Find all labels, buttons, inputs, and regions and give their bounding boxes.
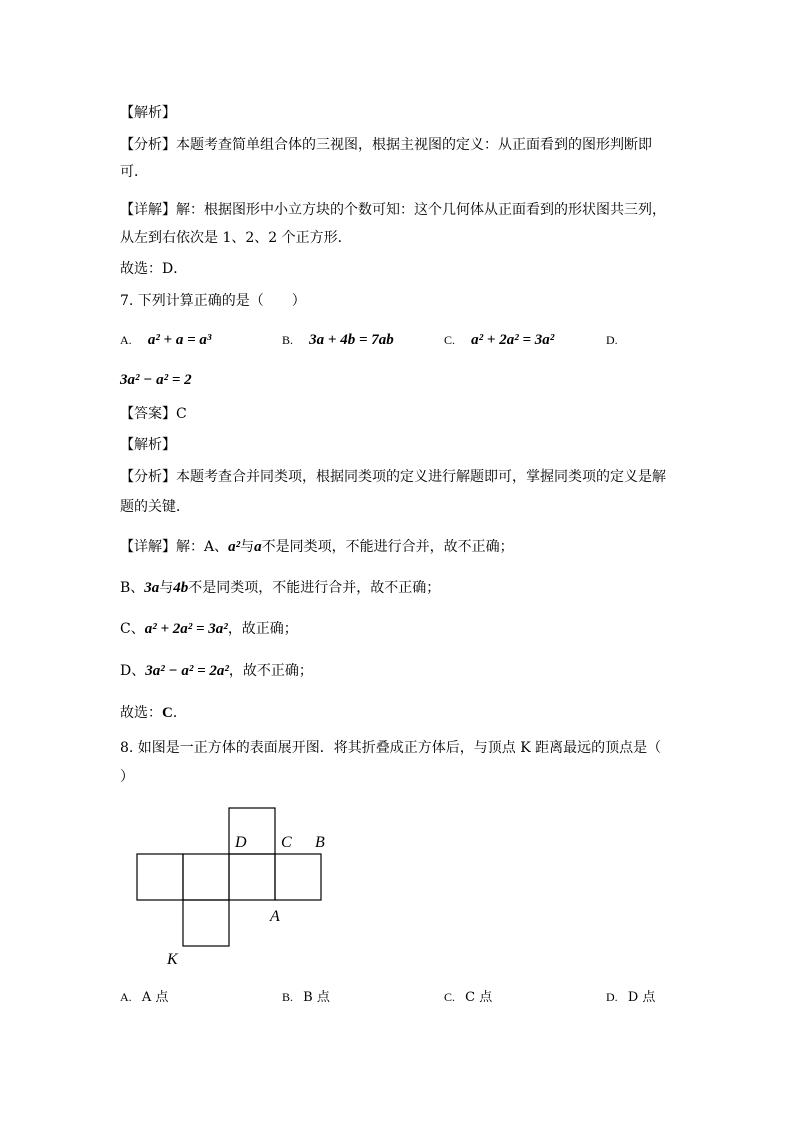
q7-xiangjie-b-suffix: 不是同类项，不能进行合并，故不正确； [188, 580, 441, 596]
q7-fenxi-line2: 题的关键． [120, 499, 190, 515]
q7-option-d-expr: 3a² − a² = 2 [120, 372, 192, 388]
q7-xiangjie-a [120, 537, 514, 557]
q8-option-b-text: B 点 [303, 990, 330, 1005]
q7-jiexi-heading: 【解析】 [120, 437, 176, 453]
q7-xiangjie-b-mid: 与 [159, 580, 174, 596]
q7-guxuan-prefix: 故选： [120, 705, 162, 721]
q6-xiangjie-line2: 从左到右依次是 1、2、2 个正方形． [120, 230, 352, 246]
q8-stem-line1: 8. 如图是一正方体的表面展开图．将其折叠成正方体后，与顶点 K 距离最远的顶点是（ [120, 740, 662, 756]
q7-option-a [120, 330, 211, 351]
q7-option-c [444, 330, 554, 351]
q6-fenxi-line2: 可． [120, 164, 148, 180]
net-square-4 [275, 854, 321, 900]
q7-xiangjie-b-expr2: 4b [173, 580, 189, 596]
q6-answer-choice: 故选：D． [120, 261, 188, 277]
q8-option-d [606, 987, 655, 1008]
q7-option-d-label: D. [606, 333, 618, 347]
vertex-label-c: C [281, 834, 292, 851]
q7-xiangjie-a-suffix: 不是同类项，不能进行合并，故不正确； [261, 539, 514, 555]
q7-option-a-label: A. [120, 333, 132, 347]
q8-option-d-text: D 点 [627, 990, 656, 1005]
q7-xiangjie-d-suffix: ，故不正确； [228, 663, 313, 679]
cube-net-figure [130, 800, 350, 975]
q7-answer-choice [120, 703, 187, 723]
q7-guxuan-suffix: ． [172, 705, 187, 721]
q7-xiangjie-d [120, 661, 313, 681]
q8-option-b-label: B. [282, 990, 294, 1004]
q7-xiangjie-d-expr: 3a² − a² = 2a² [145, 663, 229, 679]
q7-option-c-label: C. [444, 333, 456, 347]
q7-xiangjie-a-mid: 与 [240, 539, 255, 555]
q8-option-d-label: D. [606, 990, 618, 1004]
q8-option-c-label: C. [444, 990, 456, 1004]
q7-option-d [120, 370, 192, 391]
q7-xiangjie-c [120, 619, 298, 639]
q7-xiangjie-c-expr: a² + 2a² = 3a² [144, 621, 228, 637]
q7-xiangjie-b-prefix: B、 [120, 580, 145, 596]
q8-option-c-text: C 点 [465, 990, 493, 1005]
q7-stem: 7. 下列计算正确的是（ ） [120, 293, 306, 309]
net-square-2 [183, 854, 229, 900]
q8-option-a-label: A. [120, 990, 132, 1004]
q6-jiexi-heading: 【解析】 [120, 105, 176, 121]
q8-option-a [120, 987, 168, 1008]
q7-option-b-label: B. [282, 333, 294, 347]
q6-xiangjie-line1: 【详解】解：根据图形中小立方块的个数可知：这个几何体从正面看到的形状图共三列， [120, 202, 666, 218]
vertex-label-a: A [270, 908, 280, 925]
net-square-bottom [183, 900, 229, 946]
q8-stem-line2: ） [120, 769, 134, 785]
q7-option-d-label-row [606, 330, 618, 351]
q7-answer: 【答案】C [120, 406, 187, 422]
q6-fenxi-line1: 【分析】本题考查简单组合体的三视图，根据主视图的定义：从正面看到的图形判断即 [120, 137, 652, 153]
vertex-label-k: K [167, 951, 178, 968]
vertex-label-b: B [315, 834, 325, 851]
q7-fenxi-line1: 【分析】本题考查合并同类项，根据同类项的定义进行解题即可，掌握同类项的定义是解 [120, 469, 666, 485]
q7-xiangjie-c-suffix: ，故正确； [227, 621, 298, 637]
q7-option-c-expr: a² + 2a² = 3a² [471, 332, 555, 348]
q7-xiangjie-b-expr1: 3a [144, 580, 160, 596]
q7-xiangjie-c-prefix: C、 [120, 621, 145, 637]
q7-option-a-expr: a² + a = a³ [147, 332, 212, 348]
q7-xiangjie-d-prefix: D、 [120, 663, 146, 679]
q7-xiangjie-b [120, 578, 440, 598]
q8-option-c [444, 987, 492, 1008]
q7-xiangjie-a-expr1: a² [228, 539, 241, 555]
net-square-1 [137, 854, 183, 900]
q7-guxuan-expr: C [162, 705, 173, 721]
vertex-label-d: D [235, 834, 247, 851]
q8-option-a-text: A 点 [141, 990, 169, 1005]
net-square-3 [229, 854, 275, 900]
q7-option-b [282, 330, 394, 351]
q7-xiangjie-a-prefix: 【详解】解：A、 [120, 539, 229, 555]
q7-xiangjie-a-expr2: a [254, 539, 262, 555]
q7-option-b-expr: 3a + 4b = 7ab [309, 332, 394, 348]
q8-option-b [282, 987, 330, 1008]
